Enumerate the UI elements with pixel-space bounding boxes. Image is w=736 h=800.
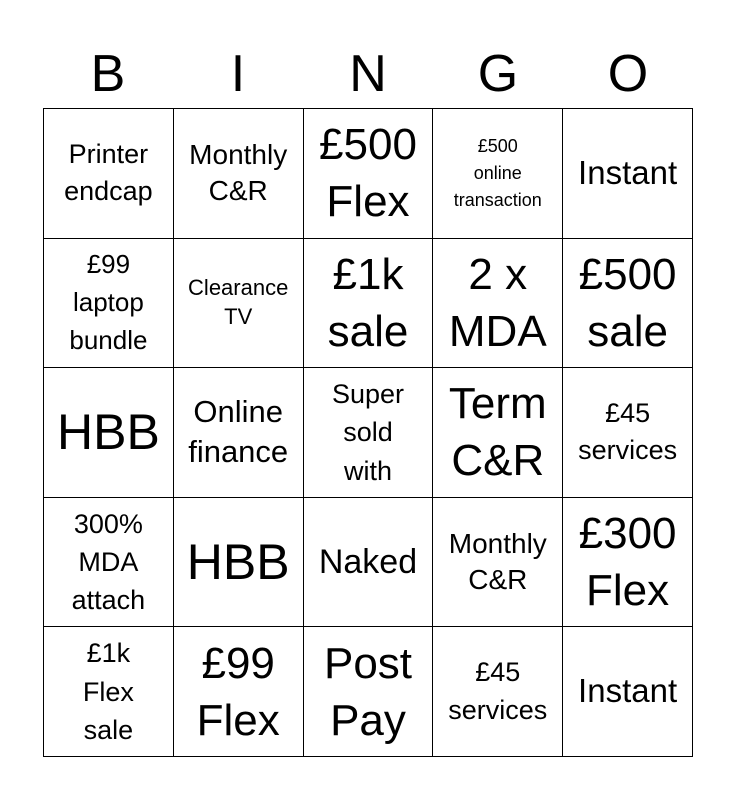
bingo-cell[interactable] <box>44 239 174 369</box>
bingo-cell[interactable] <box>174 627 304 757</box>
cell-text: Online finance <box>188 393 289 470</box>
cell-text: £500 Flex <box>319 120 417 227</box>
header-letter-b: B <box>90 45 126 103</box>
cell-text: £1k sale <box>327 249 409 356</box>
header-letter-i: I <box>230 45 246 103</box>
cell-text: HBB <box>186 533 290 590</box>
cell-text: 2 x MDA <box>448 249 547 356</box>
cell-text: £500 sale <box>578 249 677 356</box>
bingo-cell[interactable] <box>174 368 304 498</box>
bingo-cell[interactable] <box>433 109 563 239</box>
bingo-cell[interactable] <box>563 498 693 628</box>
cell-text: £1k Flex sale <box>82 638 134 745</box>
cell-text: HBB <box>56 403 160 460</box>
bingo-cell[interactable] <box>304 109 434 239</box>
cell-text: Super sold with <box>331 379 405 486</box>
bingo-cell[interactable] <box>433 627 563 757</box>
bingo-cell[interactable] <box>304 498 434 628</box>
bingo-cell[interactable] <box>304 627 434 757</box>
cell-text: £45 services <box>448 656 548 725</box>
bingo-cell[interactable] <box>174 498 304 628</box>
bingo-header <box>43 40 693 108</box>
cell-text: £99 laptop bundle <box>69 249 148 355</box>
cell-text: Instant <box>578 153 678 191</box>
bingo-cell[interactable] <box>304 239 434 369</box>
bingo-cell[interactable] <box>44 109 174 239</box>
cell-text: Printer endcap <box>64 138 153 207</box>
cell-text: Clearance TV <box>188 275 289 329</box>
cell-text: Monthly C&R <box>448 527 547 596</box>
cell-text: Post Pay <box>323 638 413 745</box>
bingo-cell[interactable] <box>563 239 693 369</box>
cell-text: Monthly C&R <box>189 138 288 207</box>
bingo-cell[interactable] <box>44 627 174 757</box>
cell-text: £45 services <box>578 397 678 466</box>
header-letter-n: N <box>349 45 387 103</box>
bingo-cell[interactable] <box>433 498 563 628</box>
bingo-cell[interactable] <box>174 109 304 239</box>
cell-text: £500 online transaction <box>453 135 542 210</box>
bingo-cell[interactable] <box>44 498 174 628</box>
header-letter-g: G <box>477 45 519 103</box>
bingo-cell[interactable] <box>563 627 693 757</box>
bingo-cell[interactable] <box>563 368 693 498</box>
bingo-cell[interactable] <box>433 368 563 498</box>
bingo-cell[interactable] <box>433 239 563 369</box>
cell-text: £300 Flex <box>578 508 677 616</box>
cell-text: £99 Flex <box>196 638 280 745</box>
cell-text: 300% MDA attach <box>71 508 146 616</box>
cell-text: Term C&R <box>448 379 547 486</box>
bingo-cell[interactable] <box>174 239 304 369</box>
header-letter-o: O <box>607 45 649 103</box>
bingo-cell[interactable] <box>44 368 174 498</box>
bingo-cell[interactable] <box>563 109 693 239</box>
cell-text: Naked <box>318 543 418 582</box>
bingo-cell[interactable] <box>304 368 434 498</box>
bingo-board <box>43 108 693 757</box>
cell-text: Instant <box>578 672 678 710</box>
